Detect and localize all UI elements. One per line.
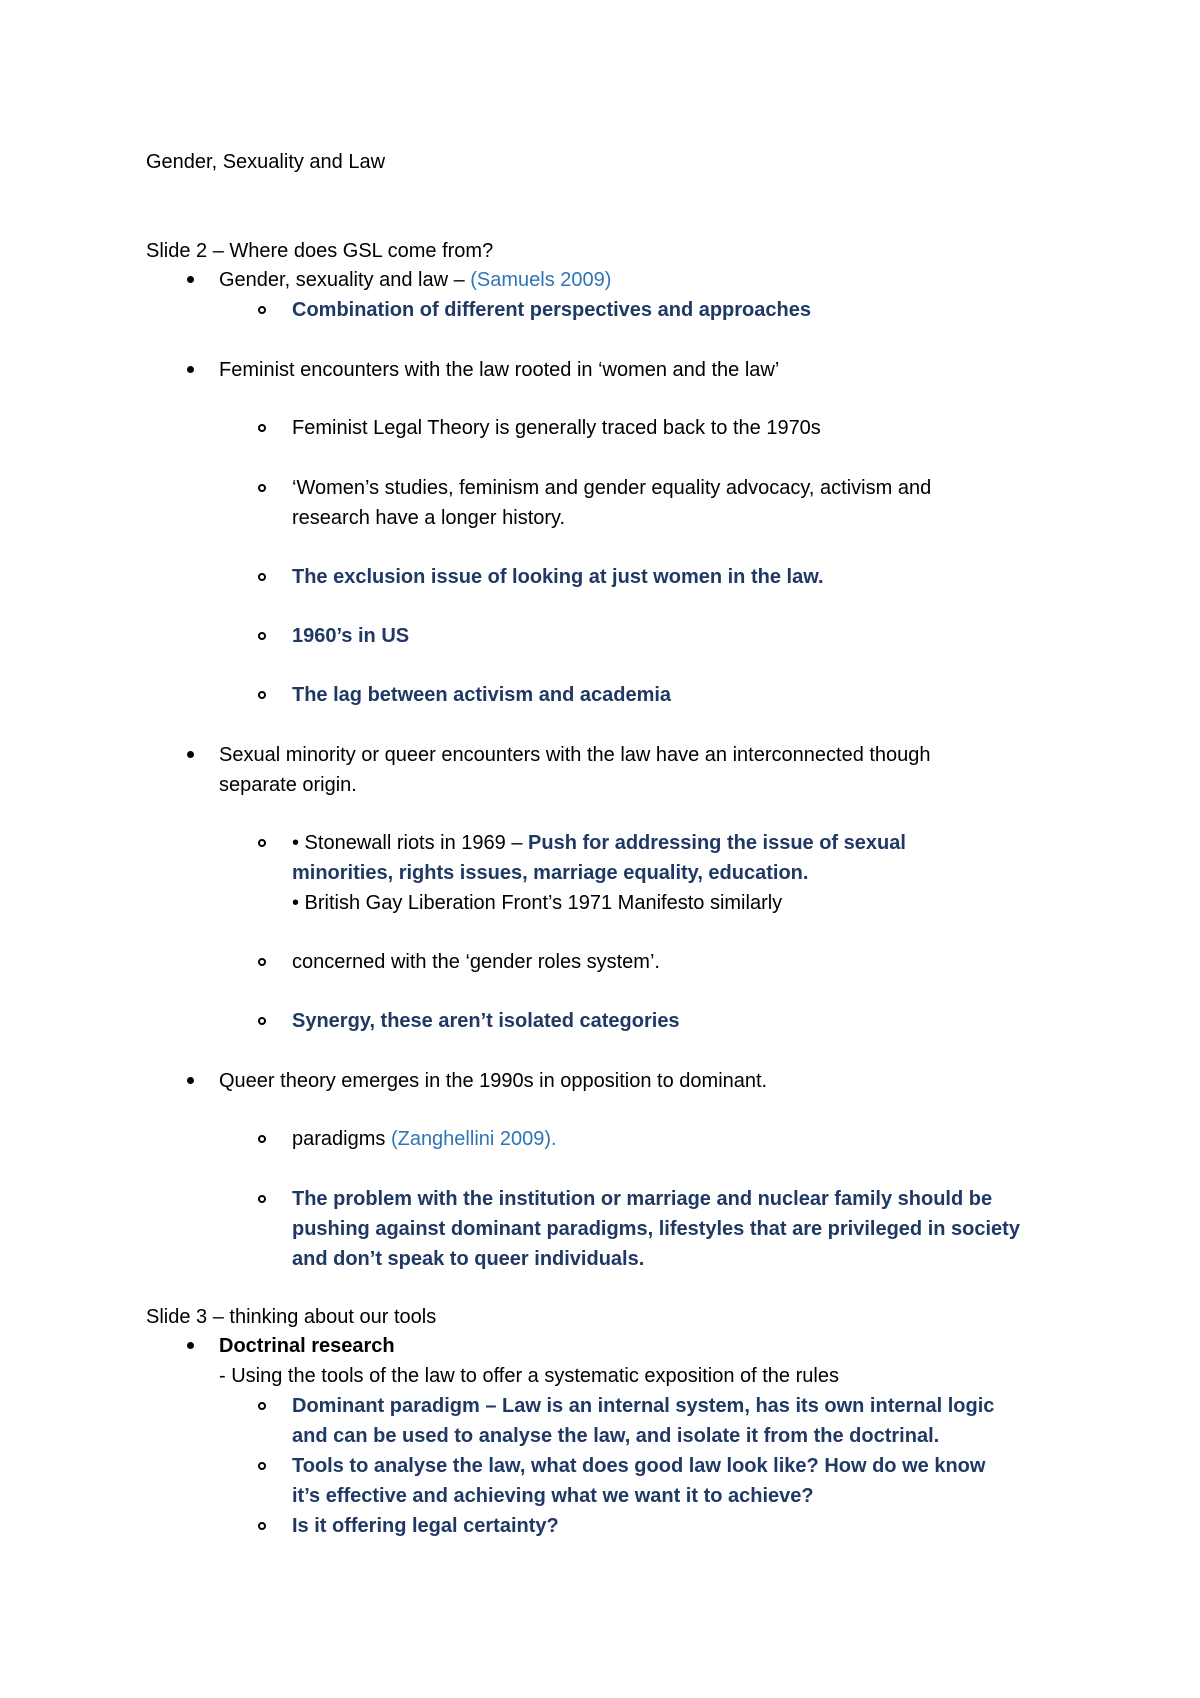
sub-list-item: Feminist Legal Theory is generally traced back to the 1970s xyxy=(292,417,821,439)
sub-bullet-icon xyxy=(258,573,266,581)
sub-bullet-icon xyxy=(258,632,266,640)
sub-list-item: Synergy, these aren’t isolated categories xyxy=(292,1010,680,1032)
sub-list-item-continuation: minorities, rights issues, marriage equality, education. xyxy=(292,862,809,884)
sub-list-item: Tools to analyse the law, what does good law look like? How do we know xyxy=(292,1455,986,1477)
slide3-heading: Slide 3 – thinking about our tools xyxy=(146,1306,437,1328)
sub-list-item xyxy=(292,1124,557,1154)
sub-list-item xyxy=(292,828,906,858)
citation-link: (Zanghellini 2009). xyxy=(390,1128,557,1150)
sub-bullet-icon xyxy=(258,1402,266,1410)
sub-list-item-text: paradigms xyxy=(292,1128,391,1150)
sub-list-item-continuation: pushing against dominant paradigms, lifestyles that are privileged in society xyxy=(292,1218,1020,1240)
list-item-description: - Using the tools of the law to offer a systematic exposition of the rules xyxy=(219,1365,839,1387)
sub-list-item: The lag between activism and academia xyxy=(292,684,672,706)
sub-list-item: Combination of different perspectives and approaches xyxy=(292,299,811,321)
bullet-icon xyxy=(187,276,194,283)
list-item: Queer theory emerges in the 1990s in opposition to dominant. xyxy=(219,1070,768,1092)
sub-list-item-continuation: research have a longer history. xyxy=(292,507,566,529)
sub-list-item-continuation: and can be used to analyse the law, and isolate it from the doctrinal. xyxy=(292,1425,940,1447)
list-item: Feminist encounters with the law rooted in ‘women and the law’ xyxy=(219,359,780,381)
sub-list-item: The exclusion issue of looking at just women in the law. xyxy=(292,566,824,588)
list-item: Doctrinal research xyxy=(219,1335,395,1357)
bullet-icon xyxy=(187,366,194,373)
sub-list-item: ‘Women’s studies, feminism and gender equality advocacy, activism and xyxy=(292,477,932,499)
bullet-icon xyxy=(187,751,194,758)
sub-bullet-icon xyxy=(258,306,266,314)
emphasis-text: Push for addressing the issue of sexual xyxy=(528,832,906,854)
sub-bullet-icon xyxy=(258,1195,266,1203)
document-title: Gender, Sexuality and Law xyxy=(146,151,386,173)
bullet-icon xyxy=(187,1077,194,1084)
sub-list-item-continuation: and don’t speak to queer individuals. xyxy=(292,1248,645,1270)
sub-bullet-icon xyxy=(258,424,266,432)
sub-bullet-icon xyxy=(258,1462,266,1470)
bullet-icon xyxy=(187,1342,194,1349)
citation-link: (Samuels 2009) xyxy=(470,269,612,291)
sub-list-item: The problem with the institution or marriage and nuclear family should be xyxy=(292,1188,993,1210)
sub-list-item: concerned with the ‘gender roles system’. xyxy=(292,951,660,973)
list-item-continuation: separate origin. xyxy=(219,774,357,796)
list-item: Sexual minority or queer encounters with the law have an interconnected though xyxy=(219,744,931,766)
sub-bullet-icon xyxy=(258,1522,266,1530)
list-item-text: Gender, sexuality and law – xyxy=(219,269,471,291)
sub-bullet-icon xyxy=(258,1135,266,1143)
slide2-heading: Slide 2 – Where does GSL come from? xyxy=(146,240,494,262)
sub-list-item: 1960’s in US xyxy=(292,625,410,647)
sub-list-item: Dominant paradigm – Law is an internal system, has its own internal logic xyxy=(292,1395,995,1417)
sub-bullet-icon xyxy=(258,958,266,966)
list-item xyxy=(219,265,611,295)
sub-bullet-icon xyxy=(258,839,266,847)
sub-bullet-icon xyxy=(258,691,266,699)
sub-bullet-icon xyxy=(258,484,266,492)
sub-list-item-text: • Stonewall riots in 1969 – xyxy=(292,832,529,854)
sub-bullet-icon xyxy=(258,1017,266,1025)
sub-list-item-continuation: • British Gay Liberation Front’s 1971 Manifesto similarly xyxy=(292,892,783,914)
sub-list-item: Is it offering legal certainty? xyxy=(292,1515,559,1537)
sub-list-item-continuation: it’s effective and achieving what we want it to achieve? xyxy=(292,1485,814,1507)
